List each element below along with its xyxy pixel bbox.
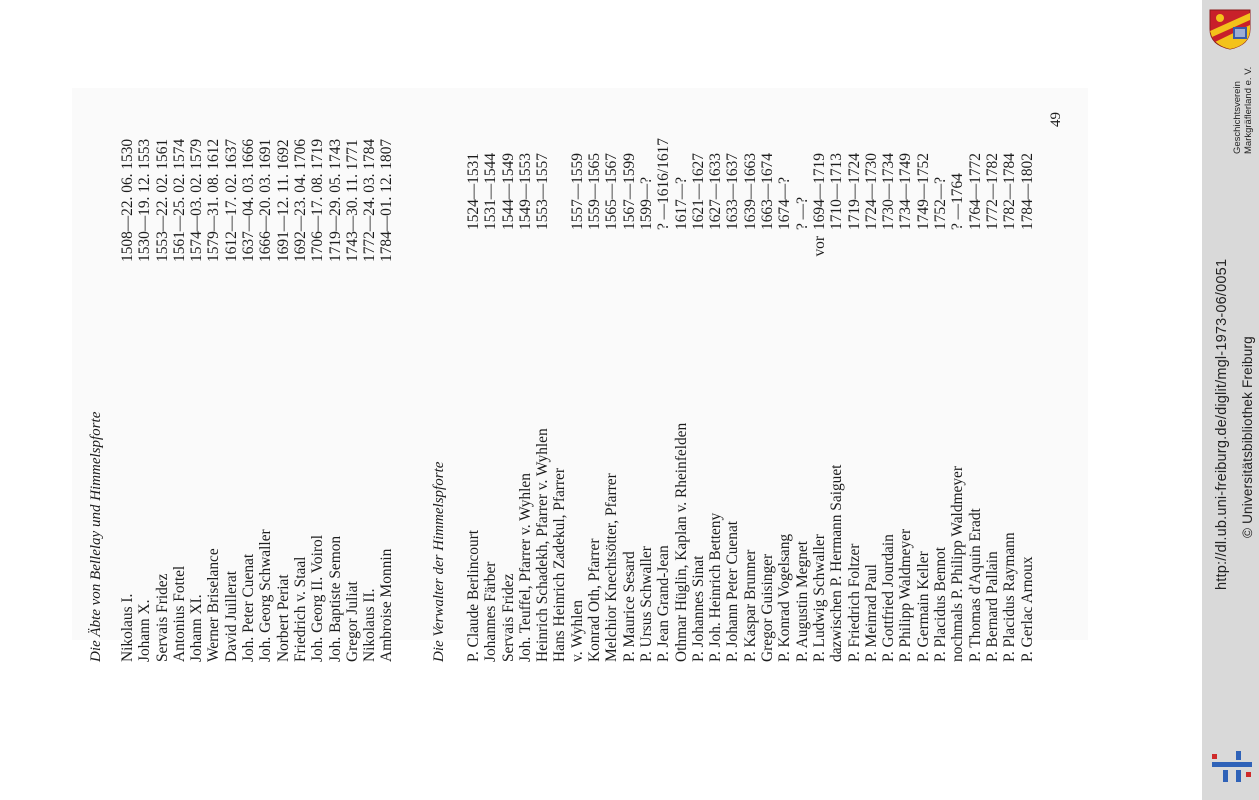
abbots-name: Friedrich v. Staal	[291, 556, 309, 662]
administrators-prefix	[569, 236, 586, 392]
administrators-dates: 1524—1531	[465, 153, 482, 230]
abbots-name: Gregor Juliat	[343, 581, 361, 662]
abbots-heading: Die Äbte von Bellelay und Himmelspforte	[88, 411, 104, 662]
abbots-name: Joh. Peter Cuenat	[240, 553, 258, 662]
abbots-name: Johann X.	[136, 599, 154, 662]
administrators-dates: 1734—1749	[897, 153, 915, 230]
administrators-name: P. Friedrich Foltzer	[845, 543, 863, 662]
administrators-dates: 1639—1663	[741, 153, 759, 230]
administrators-dates: 1710—1713	[828, 153, 846, 230]
administrators-prefix	[482, 236, 499, 392]
administrators-prefix	[655, 236, 672, 392]
administrators-prefix	[742, 236, 759, 392]
administrators-dates: 1772—1782	[983, 153, 1001, 230]
abbots-dates: 1574—03. 02. 1579	[188, 138, 206, 262]
administrators-dates: 1544—1549	[499, 153, 517, 230]
administrators-dates: 1674—?	[776, 176, 794, 230]
administrators-name: P. Thomas d'Aquin Eradt	[966, 508, 984, 662]
administrators-name: P. Konrad Vogelsang	[776, 533, 794, 662]
administrators-dates: 1549—1553	[516, 153, 534, 230]
abbots-name: Antonius Fottel	[170, 565, 188, 662]
administrators-dates: ? —1616/1617	[655, 138, 673, 230]
administrators-prefix	[707, 236, 724, 392]
administrators-prefix	[776, 236, 793, 392]
abbots-name: Norbert Periat	[274, 574, 292, 662]
administrators-dates: 1730—1734	[880, 153, 898, 230]
abbots-name: Joh. Baptiste Semon	[326, 535, 344, 662]
administrators-prefix	[984, 236, 1001, 392]
society-name-line2[interactable]: Markgräflerland e. V.	[1243, 66, 1254, 154]
administrators-prefix	[603, 236, 620, 392]
administrators-prefix	[863, 236, 880, 392]
administrators-name: Servais Fridez	[499, 573, 517, 662]
abbots-name: David Juillerat	[222, 570, 240, 662]
administrators-prefix	[551, 236, 568, 392]
administrators-dates: 1621—1627	[689, 153, 707, 230]
abbots-name: Johann XI.	[188, 594, 206, 662]
abbots-dates: 1692—23. 04. 1706	[291, 138, 309, 262]
administrators-name: P. Ludwig Schwaller	[810, 534, 828, 662]
administrators-prefix	[949, 236, 966, 392]
page-number: 49	[1048, 112, 1064, 127]
administrators-dates: 1565—1567	[603, 153, 621, 230]
abbots-dates: 1784—01. 12. 1807	[378, 138, 396, 262]
university-library-logo-icon[interactable]	[1210, 748, 1254, 784]
administrators-name: P. Johannes Sinat	[689, 555, 707, 662]
abbots-dates: 1691—12. 11. 1692	[274, 139, 292, 262]
abbots-dates: 1530—19. 12. 1553	[136, 138, 154, 262]
abbots-dates: 1666—20. 03. 1691	[257, 138, 275, 262]
administrators-dates	[551, 138, 568, 230]
abbots-dates: 1743—30. 11. 1771	[343, 139, 361, 262]
administrators-dates: 1599—?	[637, 176, 655, 230]
administrators-prefix	[638, 236, 655, 392]
administrators-prefix	[915, 236, 932, 392]
administrators-prefix	[932, 236, 949, 392]
administrators-dates: 1627—1633	[707, 153, 725, 230]
abbots-dates: 1772—24. 03. 1784	[361, 138, 379, 262]
administrators-prefix	[967, 236, 984, 392]
abbots-dates: 1553—22. 02. 1561	[153, 138, 171, 262]
administrators-name: P. Gerlac Arnoux	[1018, 556, 1036, 662]
abbots-dates: 1719—29. 05. 1743	[326, 138, 344, 262]
administrators-dates: 1724—1730	[862, 153, 880, 230]
administrators-name: nochmals P. Philipp Waldmeyer	[949, 466, 967, 662]
administrators-name: P. Augustin Megnet	[793, 541, 811, 662]
administrators-heading: Die Verwalter der Himmelspforte	[431, 461, 447, 662]
administrators-prefix	[846, 236, 863, 392]
administrators-prefix	[794, 236, 811, 392]
administrators-dates: ? —?	[793, 197, 811, 230]
administrators-prefix	[828, 236, 845, 392]
administrators-dates: 1553—1557	[534, 153, 552, 230]
administrators-name: Othmar Hüglin, Kaplan v. Rheinfelden	[672, 422, 690, 662]
administrators-prefix	[880, 236, 897, 392]
abbots-name: Nikolaus I.	[119, 593, 136, 662]
abbots-dates: 1579—31. 08. 1612	[205, 138, 223, 262]
page-content	[80, 102, 1080, 662]
administrators-prefix	[673, 236, 690, 392]
abbots-dates: 1706—17. 08. 1719	[309, 138, 327, 262]
coat-of-arms-icon[interactable]	[1207, 7, 1253, 51]
permalink-text[interactable]: http://dl.ub.uni-freiburg.de/diglit/mgl-1973-06/0051	[1214, 258, 1230, 590]
administrators-dates: 1782—1784	[1001, 153, 1019, 230]
administrators-name: P. Maurice Sesard	[620, 551, 638, 662]
administrators-dates: ? —1764	[949, 173, 967, 230]
administrators-name: P. Bernard Pallain	[983, 551, 1001, 662]
abbots-name: Joh. Georg Schwaller	[257, 529, 275, 662]
administrators-prefix	[586, 236, 603, 392]
administrators-name: Hans Heinrich Zadekul, Pfarrer	[551, 467, 569, 662]
administrators-name: P. Meinrad Paul	[862, 564, 880, 662]
administrators-dates: 1531—1544	[482, 153, 500, 230]
administrators-name: Joh. Teuffel, Pfarrer v. Wyhlen	[516, 473, 534, 662]
administrators-name: Heinrich Schadekh, Pfarrer v. Wyhlen	[534, 428, 552, 662]
administrators-name: P. Kaspar Brunner	[741, 549, 759, 662]
administrators-prefix	[1019, 236, 1036, 392]
administrators-dates: 1719—1724	[845, 153, 863, 230]
administrators-name: P. Germain Keller	[914, 551, 932, 662]
administrators-prefix	[897, 236, 914, 392]
administrators-name: Johannes Färber	[482, 561, 500, 662]
abbots-dates: 1508—22. 06. 1530	[119, 138, 136, 262]
administrators-name: v. Wyhlen	[568, 600, 586, 662]
administrators-name: P. Joh. Heinrich Betteny	[707, 512, 725, 662]
abbots-date-column	[119, 139, 396, 262]
abbots-dates: 1612—17. 02. 1637	[222, 138, 240, 262]
abbots-name: Nikolaus II.	[361, 588, 379, 662]
administrators-dates: 1557—1559	[568, 153, 586, 230]
administrators-name: Melchior Knechtsötter, Pfarrer	[603, 473, 621, 662]
administrators-name: Gregor Guisinger	[759, 553, 777, 662]
abbots-name: Ambroise Monnin	[378, 548, 396, 662]
administrators-prefix	[1001, 236, 1018, 392]
administrators-prefix	[759, 236, 776, 392]
administrators-dates: 1764—1772	[966, 153, 984, 230]
administrators-name: P. Claude Berlincourt	[465, 529, 482, 662]
administrators-dates: 1633—1637	[724, 153, 742, 230]
abbots-name: Servais Fridez	[153, 573, 171, 662]
administrators-name: P. Ursus Schwaller	[637, 546, 655, 662]
abbots-dates: 1561—25. 02. 1574	[170, 138, 188, 262]
administrators-name: Konrad Oth, Pfarrer	[586, 538, 604, 662]
administrators-prefix: vor	[810, 236, 828, 257]
administrators-prefix	[500, 236, 517, 392]
administrators-dates: 1694—1719	[810, 153, 828, 230]
administrators-dates: 1663—1674	[759, 153, 777, 230]
administrators-dates: 1784—1802	[1018, 153, 1036, 230]
administrators-prefix	[534, 236, 551, 392]
abbots-dates: 1637—04. 03. 1666	[240, 138, 258, 262]
administrators-prefix	[517, 236, 534, 392]
administrators-dates: 1617—?	[672, 176, 690, 230]
administrators-dates: 1752—?	[932, 176, 950, 230]
abbots-name: Joh. Georg II. Voirol	[309, 535, 327, 662]
administrators-prefix	[621, 236, 638, 392]
administrators-prefix	[724, 236, 741, 392]
administrators-name-column	[465, 423, 1036, 662]
copyright-text: © Universitätsbibliothek Freiburg	[1240, 336, 1255, 538]
administrators-prefix	[690, 236, 707, 392]
administrators-name: dazwischen P. Hermann Saiguet	[828, 464, 846, 662]
administrators-date-column	[465, 138, 1036, 230]
administrators-name: P. Philipp Waldmeyer	[897, 528, 915, 662]
society-name-line1[interactable]: Geschichtsverein	[1232, 81, 1243, 154]
administrators-name: P. Gottfried Jourdain	[880, 534, 898, 662]
administrators-prefix	[465, 236, 482, 392]
administrators-name: P. Placidus Raymann	[1001, 532, 1019, 662]
administrators-dates: 1749—1752	[914, 153, 932, 230]
administrators-dates: 1567—1599	[620, 153, 638, 230]
administrators-dates: 1559—1565	[586, 153, 604, 230]
administrators-prefix-column	[465, 236, 1036, 392]
administrators-name: P. Placidus Bennot	[932, 546, 950, 662]
administrators-name: P. Jean Grand-Jean	[655, 545, 673, 662]
administrators-name: P. Johann Peter Cuenat	[724, 520, 742, 662]
abbots-name: Werner Briselance	[205, 548, 223, 662]
abbots-name-column	[119, 529, 396, 662]
